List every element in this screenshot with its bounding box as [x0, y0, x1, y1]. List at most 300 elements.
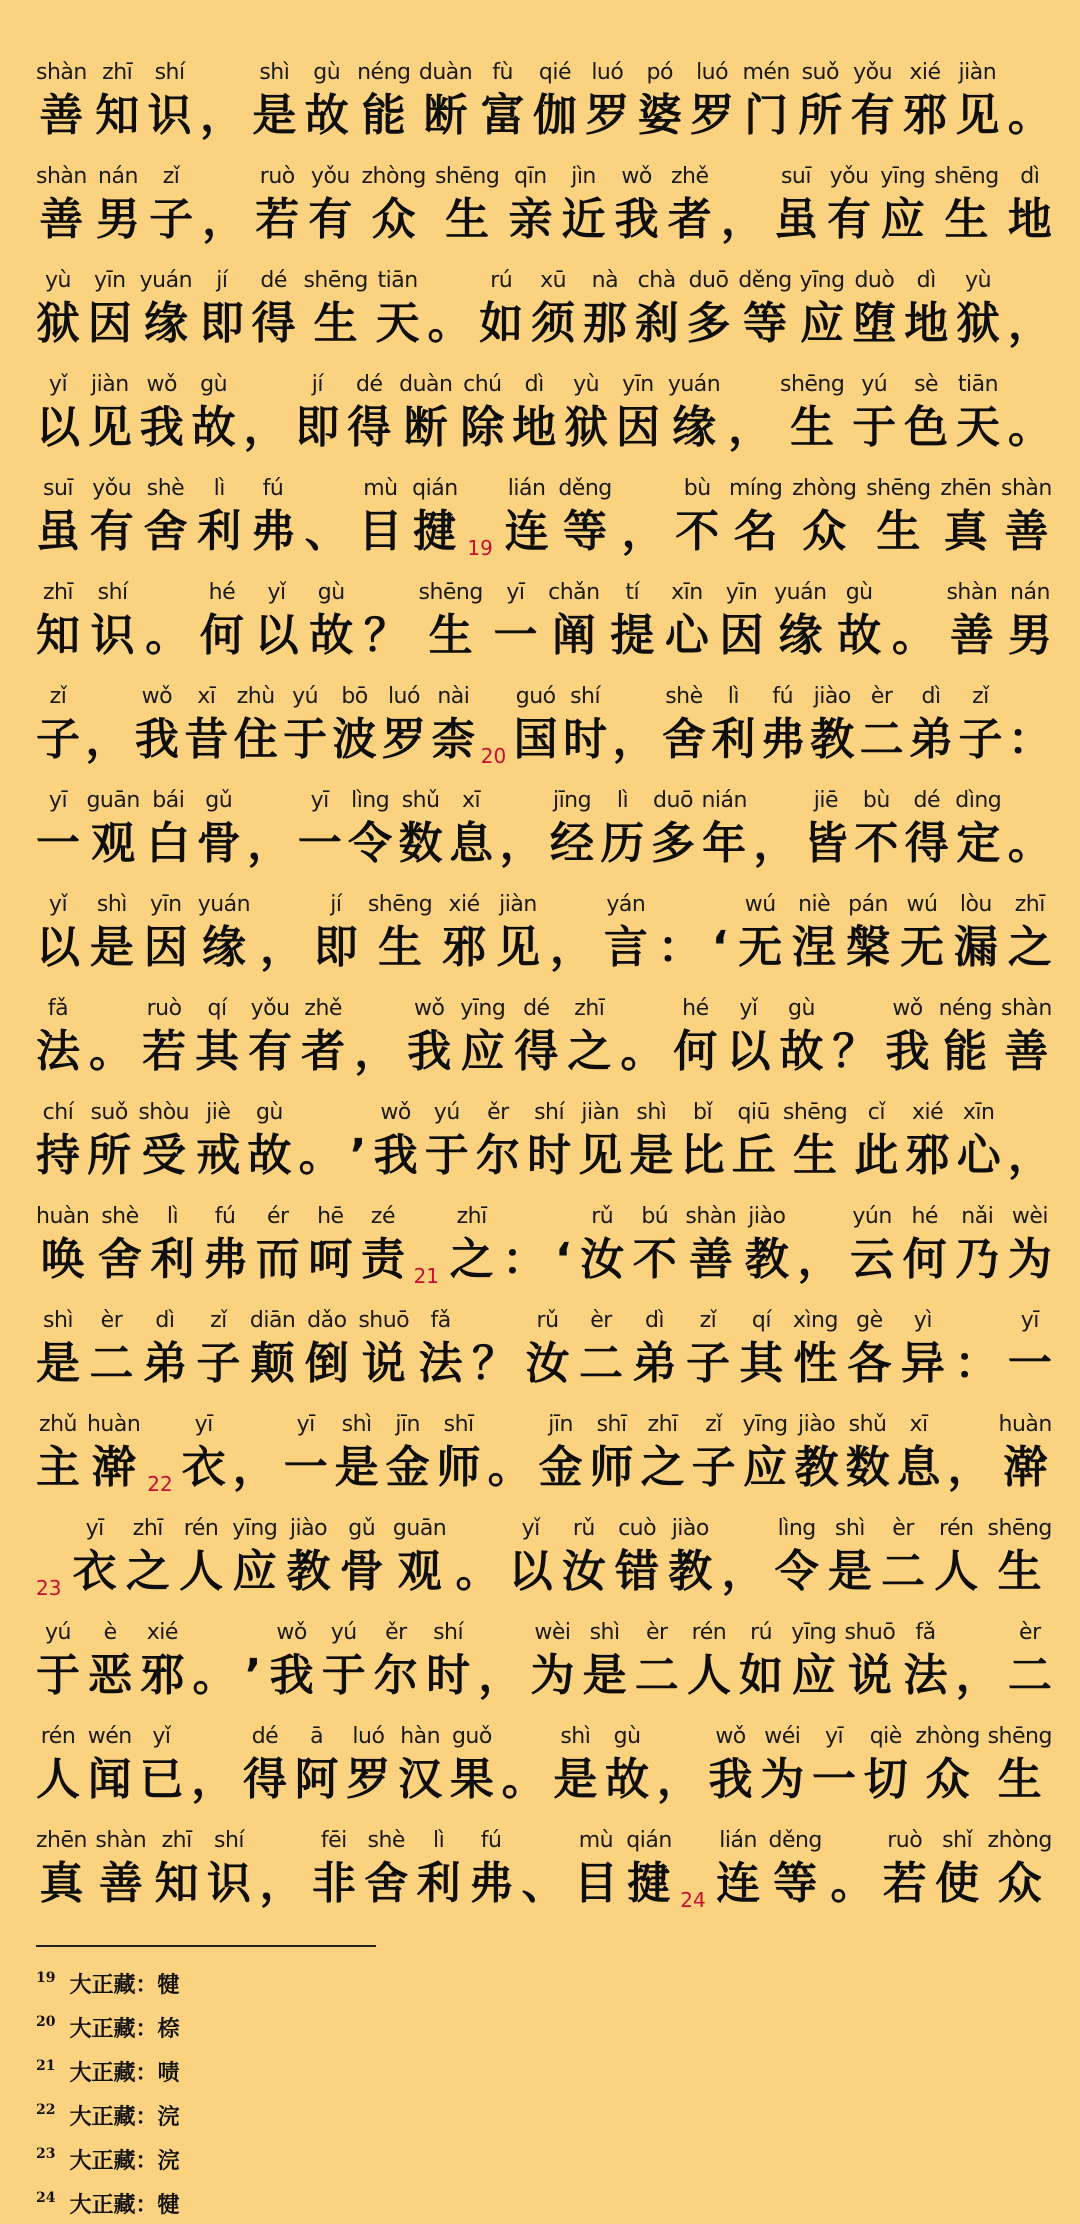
hanzi: 二 [634, 1650, 679, 1701]
hanzi: 能 [361, 90, 406, 141]
char-with-pinyin [880, 162, 925, 248]
hanzi: 。 [145, 610, 190, 661]
char-with-pinyin [792, 474, 856, 560]
pinyin: tiān [377, 268, 418, 293]
pinyin: fú [772, 684, 794, 709]
char-with-pinyin [793, 1306, 838, 1392]
pinyin: wǒ [892, 996, 923, 1021]
hanzi: 尔 [373, 1650, 418, 1701]
hanzi: 住 [233, 714, 278, 765]
pinyin: qián [412, 476, 458, 501]
pinyin: shēng [367, 892, 433, 917]
footnote-number: 21 [36, 2058, 56, 2074]
pinyin: lì [727, 684, 739, 709]
char-with-pinyin [940, 474, 991, 560]
hanzi: 何 [902, 1234, 947, 1285]
char-with-pinyin [143, 1306, 187, 1392]
hanzi: 非 [311, 1858, 356, 1909]
punctuation [721, 1544, 765, 1600]
punctuation [200, 88, 244, 144]
hanzi: 言 [603, 922, 648, 973]
char-with-pinyin [333, 682, 377, 768]
pinyin: yīn [94, 268, 126, 293]
char-with-pinyin [450, 1202, 494, 1288]
pinyin: lìng [351, 788, 390, 813]
hanzi: 生 [313, 298, 358, 349]
hanzi: 子 [691, 1442, 736, 1493]
hanzi: 弟 [142, 1338, 187, 1389]
char-with-pinyin [585, 58, 629, 144]
hanzi: 各 [847, 1338, 892, 1389]
pinyin: xìng [792, 1308, 838, 1333]
hanzi: 得 [514, 1026, 559, 1077]
char-with-pinyin [812, 1722, 856, 1808]
hanzi: 伽 [532, 90, 577, 141]
pinyin: gù [613, 1724, 641, 1749]
pinyin: zhě [671, 164, 709, 189]
pinyin: yī [506, 580, 525, 605]
punctuation [1008, 296, 1052, 352]
hanzi: 之 [1007, 922, 1052, 973]
char-with-pinyin [196, 1306, 240, 1392]
hanzi: 受 [141, 1130, 186, 1181]
pinyin: xié [911, 1100, 944, 1125]
hanzi: 缘 [201, 922, 246, 973]
pinyin: wèi [534, 1620, 571, 1645]
hanzi: 虽 [36, 506, 80, 557]
punctuation [620, 1024, 664, 1080]
char-with-pinyin [399, 370, 452, 456]
hanzi: 富 [480, 90, 525, 141]
char-with-pinyin [531, 266, 575, 352]
hanzi: 于 [852, 402, 897, 453]
pinyin: luó [387, 684, 420, 709]
pinyin: diān [249, 1308, 296, 1333]
pinyin: è [103, 1620, 117, 1645]
text-line [36, 664, 1052, 768]
char-with-pinyin [761, 682, 805, 768]
pinyin: shè [146, 476, 185, 501]
pinyin: jiè [206, 1100, 231, 1125]
hanzi: ， [612, 714, 657, 765]
pinyin: zǐ [699, 1308, 717, 1333]
hanzi: 弗 [469, 1858, 514, 1909]
footnote-marker: 23 [36, 1576, 62, 1600]
char-with-pinyin [827, 162, 871, 248]
punctuation [89, 1024, 133, 1080]
pinyin: zǐ [705, 1412, 722, 1437]
hanzi: 善 [98, 1858, 143, 1909]
char-with-pinyin [184, 682, 228, 768]
footnote-marker: 22 [147, 1472, 173, 1496]
pinyin: shè [665, 684, 703, 709]
char-with-pinyin [90, 474, 134, 560]
footnote [36, 1960, 536, 2004]
punctuation [1008, 1128, 1052, 1184]
pinyin: wǒ [413, 996, 445, 1021]
hanzi: 生 [944, 194, 989, 245]
hanzi: 澣 [1003, 1442, 1048, 1493]
pinyin: yǒu [853, 60, 893, 85]
hanzi: ： [657, 922, 702, 973]
pinyin: yīng [799, 268, 845, 293]
hanzi: 我 [885, 1026, 930, 1077]
pinyin: shì [341, 1412, 372, 1437]
char-with-pinyin [243, 1722, 287, 1808]
char-with-pinyin [616, 370, 660, 456]
hanzi: 见 [955, 90, 1000, 141]
char-with-pinyin [906, 1098, 950, 1184]
pinyin: shēng [779, 372, 845, 397]
char-with-pinyin [527, 1098, 571, 1184]
pinyin: yuán [197, 892, 251, 917]
hanzi: 丘 [731, 1130, 776, 1181]
char-with-pinyin [955, 1202, 999, 1288]
char-with-pinyin [36, 682, 80, 768]
hanzi: ’ [349, 1130, 367, 1181]
hanzi: 罗 [346, 1754, 391, 1805]
pinyin: zhī [42, 580, 74, 605]
char-with-pinyin [374, 1618, 418, 1704]
pinyin: guó [515, 684, 556, 709]
char-with-pinyin [149, 162, 193, 248]
hanzi: 有 [827, 194, 872, 245]
char-with-pinyin [539, 1410, 583, 1496]
punctuation [500, 816, 544, 872]
pinyin: shàn [1001, 476, 1052, 501]
hanzi: 知 [95, 90, 140, 141]
pinyin: guān [86, 788, 140, 813]
char-with-pinyin [155, 1826, 199, 1912]
char-with-pinyin [247, 1098, 291, 1184]
pinyin: gù [317, 580, 345, 605]
char-with-pinyin [418, 578, 482, 664]
pinyin: xī [462, 788, 481, 813]
char-with-pinyin [203, 1202, 247, 1288]
pinyin: děng [558, 476, 612, 501]
char-with-pinyin [386, 1410, 430, 1496]
hanzi: ， [191, 1754, 236, 1805]
pinyin: zǐ [972, 684, 989, 709]
footnote [36, 2004, 536, 2048]
pinyin: shēng [303, 268, 368, 293]
hanzi: 澣 [91, 1442, 136, 1493]
char-with-pinyin [312, 1826, 356, 1912]
char-with-pinyin [140, 370, 184, 456]
footnote-text: 大正藏：犍 [69, 2192, 180, 2218]
char-with-pinyin [449, 786, 493, 872]
punctuation [193, 1648, 237, 1704]
char-with-pinyin [690, 58, 734, 144]
char-with-pinyin [305, 1306, 349, 1392]
pinyin: huàn [998, 1412, 1052, 1437]
char-with-pinyin [314, 890, 358, 976]
char-with-pinyin [548, 578, 599, 664]
char-with-pinyin [792, 890, 836, 976]
char-with-pinyin [295, 1722, 339, 1808]
hanzi: 见 [578, 1130, 623, 1181]
punctuation [260, 920, 304, 976]
pinyin: chà [637, 268, 676, 293]
hanzi: 得 [904, 818, 949, 869]
hanzi: 人 [179, 1546, 224, 1597]
pinyin: èr [100, 1308, 123, 1333]
footnotes [36, 1960, 536, 2224]
pinyin: gù [845, 580, 873, 605]
hanzi: 汝 [525, 1338, 570, 1389]
hanzi: 子 [36, 714, 80, 765]
hanzi: 。 [89, 1026, 134, 1077]
char-with-pinyin [508, 162, 552, 248]
pinyin: jiàn [581, 1100, 620, 1125]
pinyin: jiào [813, 684, 851, 709]
hanzi: ， [656, 1754, 701, 1805]
pinyin: chí [42, 1100, 74, 1125]
char-with-pinyin [743, 1410, 788, 1496]
char-with-pinyin [36, 58, 87, 144]
hanzi: 。 [487, 1442, 532, 1493]
pinyin: shì [589, 1620, 620, 1645]
hanzi: ： [954, 1338, 999, 1389]
pinyin: zhǔ [39, 1412, 77, 1437]
char-with-pinyin [287, 1514, 331, 1600]
hanzi: 缘 [143, 298, 188, 349]
pinyin: cuò [618, 1516, 657, 1541]
punctuation [1008, 712, 1052, 768]
punctuation [502, 1232, 546, 1288]
punctuation [613, 712, 657, 768]
hanzi: 。 [427, 298, 472, 349]
char-with-pinyin [36, 890, 80, 976]
char-with-pinyin [583, 1618, 627, 1704]
pinyin: pó [646, 60, 673, 85]
char-with-pinyin [675, 474, 719, 560]
pinyin: lì [433, 1828, 445, 1853]
pinyin: xīn [671, 580, 703, 605]
hanzi: ？ [832, 1026, 877, 1077]
pinyin: shǔ [848, 1412, 887, 1437]
pinyin: ěr [487, 1100, 509, 1125]
hanzi: 主 [36, 1442, 80, 1493]
char-with-pinyin [800, 266, 845, 352]
hanzi: 师 [436, 1442, 481, 1493]
pinyin: yì [913, 1308, 932, 1333]
char-with-pinyin [774, 578, 826, 664]
hanzi: 我 [614, 194, 659, 245]
pinyin: cǐ [867, 1100, 885, 1125]
char-with-pinyin [626, 1826, 672, 1912]
text-line [36, 1600, 1052, 1704]
hanzi: 提 [610, 610, 655, 661]
pinyin: fēi [320, 1828, 347, 1853]
pinyin: jí [216, 268, 228, 293]
pinyin: shuō [358, 1308, 410, 1333]
hanzi: 即 [295, 402, 340, 453]
pinyin: qié [538, 60, 572, 85]
char-with-pinyin [934, 162, 998, 248]
char-with-pinyin [860, 682, 904, 768]
char-with-pinyin [139, 1722, 183, 1808]
char-with-pinyin [732, 1098, 776, 1184]
pinyin: èr [645, 1620, 668, 1645]
hanzi: 婆 [637, 90, 682, 141]
hanzi: ’ [244, 1650, 262, 1701]
hanzi: 尔 [475, 1130, 520, 1181]
pinyin: chú [463, 372, 502, 397]
pinyin: èr [870, 684, 893, 709]
pinyin: èr [1019, 1620, 1041, 1645]
char-with-pinyin [934, 1514, 978, 1600]
hanzi: 者 [301, 1026, 346, 1077]
pinyin: shì [636, 1100, 667, 1125]
char-with-pinyin [140, 1618, 184, 1704]
pinyin: guǒ [451, 1724, 492, 1749]
pinyin: děng [768, 1828, 822, 1853]
pinyin: shēng [418, 580, 483, 605]
hanzi: 男 [1007, 610, 1052, 661]
punctuation [145, 608, 189, 664]
char-with-pinyin [935, 1826, 979, 1912]
hanzi: 教 [794, 1442, 839, 1493]
char-with-pinyin [553, 1722, 597, 1808]
hanzi: 善 [1004, 1026, 1049, 1077]
hanzi: 说 [847, 1650, 892, 1701]
pinyin: shí [97, 580, 128, 605]
hanzi: 有 [89, 506, 134, 557]
punctuation [892, 608, 936, 664]
hanzi: 之 [640, 1442, 685, 1493]
text-line [36, 144, 1052, 248]
char-with-pinyin [562, 162, 606, 248]
char-with-pinyin [335, 1410, 379, 1496]
pinyin: xū [540, 268, 567, 293]
char-with-pinyin [851, 58, 895, 144]
pinyin: yǒu [92, 476, 132, 501]
char-with-pinyin [638, 58, 682, 144]
punctuation [472, 1336, 516, 1392]
hanzi: 故 [309, 610, 354, 661]
hanzi: 于 [283, 714, 328, 765]
hanzi: 生 [445, 194, 490, 245]
char-with-pinyin [901, 1306, 945, 1392]
pinyin: rén [183, 1516, 219, 1541]
hanzi: 教 [744, 1234, 789, 1285]
hanzi: 我 [407, 1026, 452, 1077]
hanzi: ， [753, 818, 798, 869]
hanzi: 、 [304, 506, 349, 557]
footnote-divider [36, 1945, 376, 1947]
hanzi: 得 [242, 1754, 287, 1805]
char-with-pinyin [283, 682, 327, 768]
char-with-pinyin [303, 266, 367, 352]
hanzi: 令 [348, 818, 393, 869]
pinyin: qiū [737, 1100, 770, 1125]
char-with-pinyin [179, 1514, 223, 1600]
char-with-pinyin [200, 578, 244, 664]
char-with-pinyin [382, 682, 426, 768]
hanzi: 汝 [580, 1234, 625, 1285]
punctuation [550, 920, 594, 976]
hanzi: 是 [629, 1130, 674, 1181]
hanzi: 有 [248, 1026, 293, 1077]
char-with-pinyin [641, 1410, 685, 1496]
pinyin: zhī [647, 1412, 678, 1437]
pinyin: yǐ [739, 996, 758, 1021]
pinyin: suǒ [801, 60, 839, 85]
pinyin: luó [696, 60, 729, 85]
hanzi: 邪 [442, 922, 487, 973]
pinyin: rǔ [591, 1204, 614, 1229]
hanzi: 二 [1007, 1650, 1052, 1701]
pinyin: bù [683, 476, 711, 501]
char-with-pinyin [563, 682, 607, 768]
char-with-pinyin [579, 1306, 623, 1392]
punctuation [833, 1024, 877, 1080]
punctuation [244, 400, 288, 456]
char-with-pinyin [668, 1514, 712, 1600]
hanzi: 连 [504, 506, 549, 557]
pinyin: néng [357, 60, 411, 85]
char-with-pinyin [720, 578, 764, 664]
pinyin: hē [317, 1204, 344, 1229]
hanzi: 子 [196, 1338, 241, 1389]
hanzi: 应 [460, 1026, 505, 1077]
pinyin: yú [330, 1620, 357, 1645]
char-with-pinyin [301, 994, 345, 1080]
pinyin: nǎi [961, 1204, 994, 1229]
hanzi: 心 [664, 610, 709, 661]
pinyin: xī [197, 684, 216, 709]
char-with-pinyin [308, 1202, 352, 1288]
char-with-pinyin [88, 1722, 132, 1808]
hanzi: 时 [527, 1130, 572, 1181]
hanzi: 能 [943, 1026, 988, 1077]
char-with-pinyin [632, 1306, 676, 1392]
pinyin: dé [356, 372, 383, 397]
hanzi: 识 [90, 610, 135, 661]
char-with-pinyin [419, 1306, 463, 1392]
char-with-pinyin [798, 58, 842, 144]
char-with-pinyin [362, 162, 426, 248]
char-with-pinyin [999, 1410, 1052, 1496]
hanzi: 因 [615, 402, 660, 453]
char-with-pinyin [681, 1098, 725, 1184]
char-with-pinyin [437, 1410, 481, 1496]
footnote [36, 2136, 536, 2180]
hanzi: 即 [199, 298, 244, 349]
hanzi: 故 [191, 402, 236, 453]
pinyin: shàn [36, 164, 87, 189]
char-with-pinyin [36, 1618, 80, 1704]
hanzi: 教 [810, 714, 855, 765]
punctuation [948, 1440, 992, 1496]
pinyin: xīn [962, 1100, 995, 1125]
pinyin: wǒ [146, 372, 177, 397]
hanzi: 知 [36, 610, 80, 661]
pinyin: yǐ [48, 372, 68, 397]
char-with-pinyin [347, 370, 391, 456]
hanzi: 善 [949, 610, 994, 661]
hanzi: 善 [1004, 506, 1049, 557]
footnote-marker: 20 [480, 744, 507, 768]
hanzi: 如 [739, 1650, 784, 1701]
hanzi: 以 [36, 402, 80, 453]
pinyin: nài [437, 684, 470, 709]
pinyin: zhī [574, 996, 605, 1021]
char-with-pinyin [662, 682, 706, 768]
punctuation [555, 1232, 572, 1288]
hanzi: 舍 [364, 1858, 409, 1909]
